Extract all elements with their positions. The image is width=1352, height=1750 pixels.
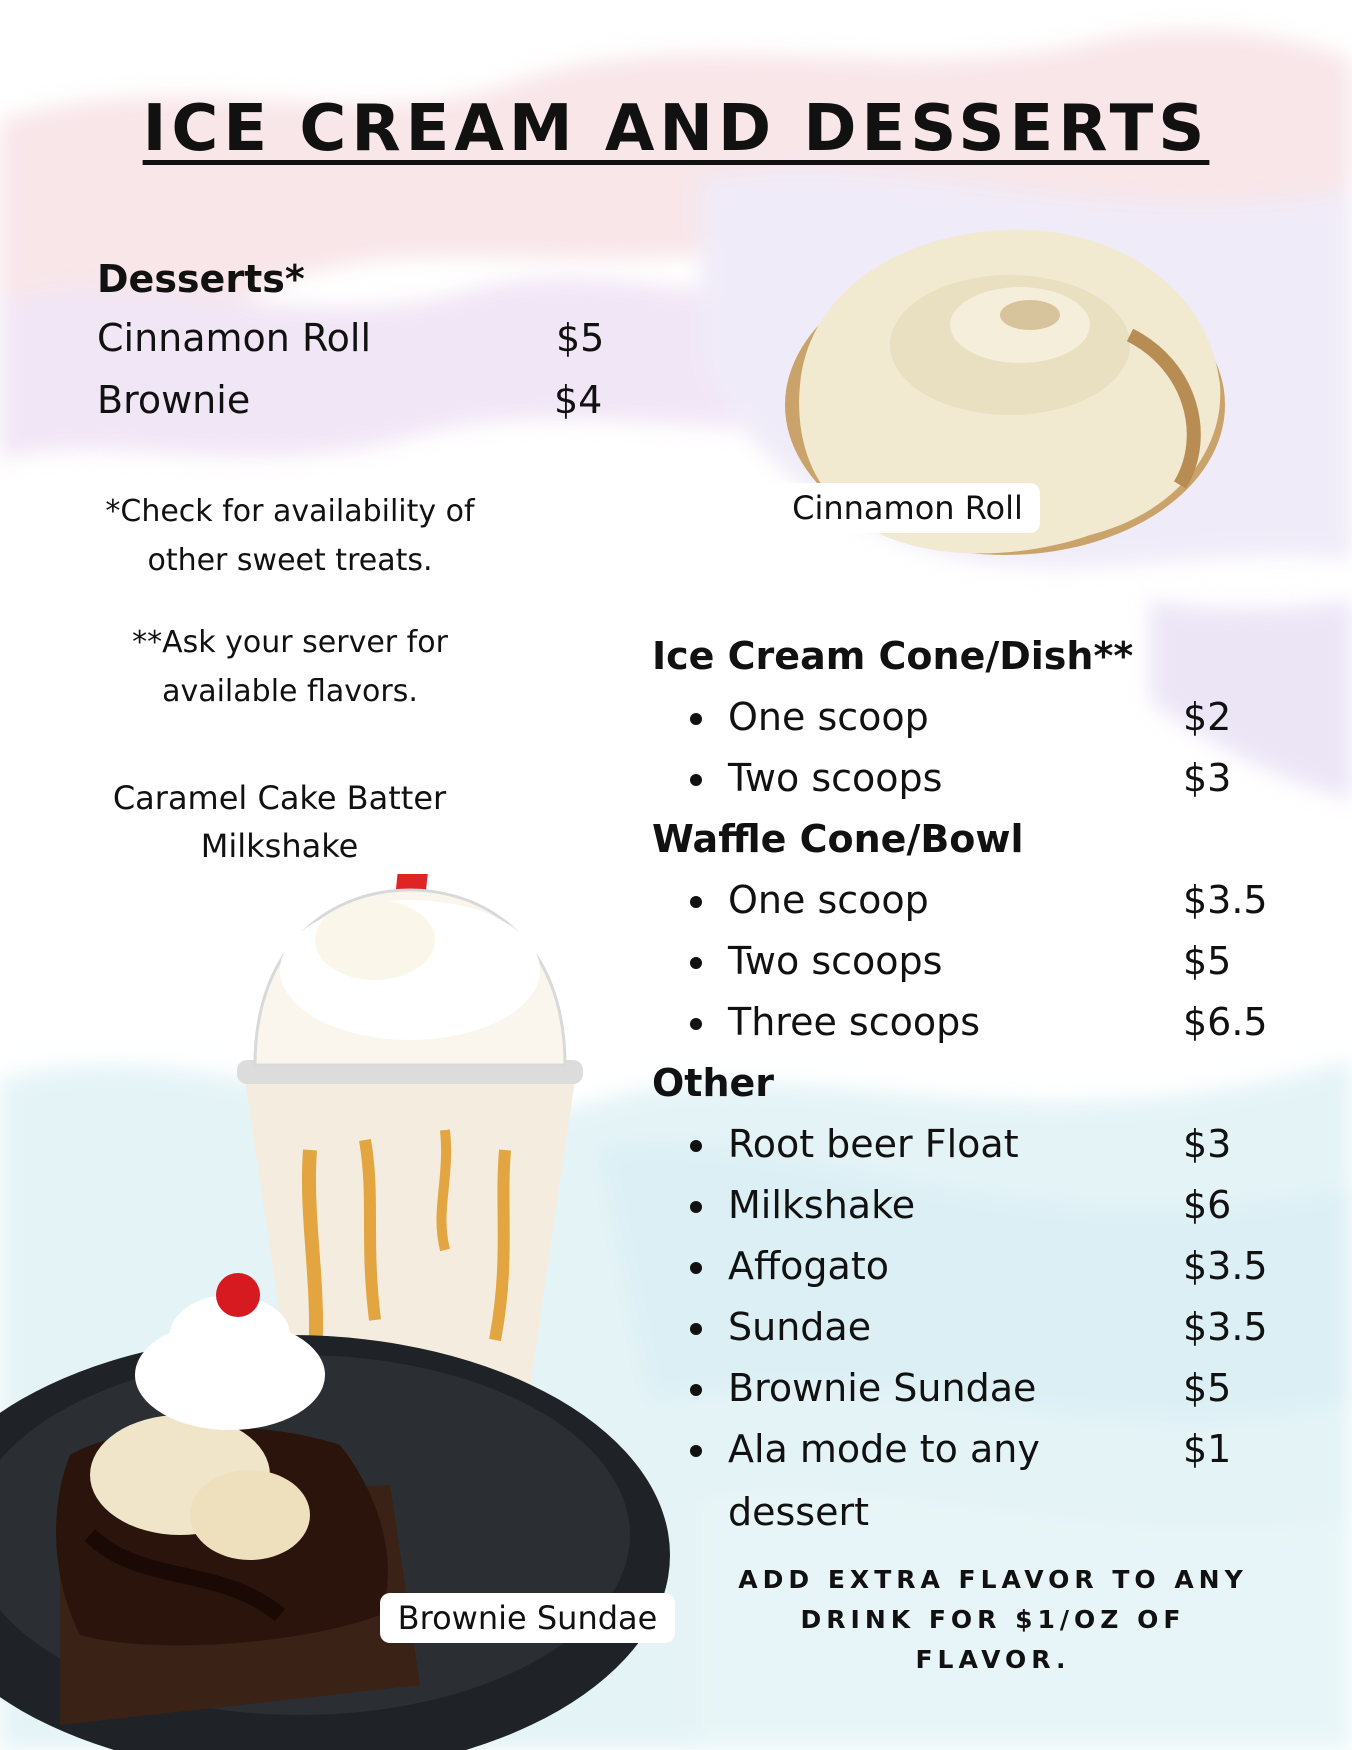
milkshake-label-line: Caramel Cake Batter bbox=[112, 779, 447, 817]
item-name: Sundae bbox=[728, 1305, 872, 1349]
list-item bbox=[728, 1297, 1268, 1358]
item-name: One scoop bbox=[728, 878, 929, 922]
item-price: $3 bbox=[1183, 1122, 1232, 1166]
list-item bbox=[728, 1114, 1232, 1175]
item-price: $3.5 bbox=[1183, 1244, 1268, 1288]
flavors-note-line: **Ask your server for bbox=[132, 625, 448, 660]
list-item bbox=[728, 1358, 1232, 1419]
waffle-list bbox=[728, 870, 1268, 1053]
item-price: $6 bbox=[1183, 1183, 1232, 1227]
dessert-item-price: $4 bbox=[554, 378, 603, 422]
item-price: $3.5 bbox=[1183, 1305, 1268, 1349]
list-item bbox=[728, 1419, 1232, 1480]
item-name: Two scoops bbox=[728, 756, 943, 800]
item-name: Brownie Sundae bbox=[728, 1366, 1037, 1410]
list-item bbox=[728, 687, 1232, 748]
desserts-heading: Desserts* bbox=[97, 257, 305, 301]
item-price: $6.5 bbox=[1183, 1000, 1268, 1044]
waffle-heading: Waffle Cone/Bowl bbox=[652, 817, 1024, 861]
dessert-item-price: $5 bbox=[556, 316, 605, 360]
item-name: Root beer Float bbox=[728, 1122, 1019, 1166]
list-item bbox=[728, 870, 1268, 931]
cone-dish-heading: Ice Cream Cone/Dish** bbox=[652, 634, 1134, 678]
item-continuation: dessert bbox=[728, 1490, 869, 1534]
list-item bbox=[728, 748, 1232, 809]
list-item bbox=[728, 931, 1232, 992]
cone-dish-list bbox=[728, 687, 1232, 809]
dessert-item-name: Brownie bbox=[97, 378, 251, 422]
list-item bbox=[728, 1236, 1268, 1297]
item-name: Two scoops bbox=[728, 939, 943, 983]
item-name: Three scoops bbox=[728, 1000, 981, 1044]
item-price: $1 bbox=[1183, 1427, 1232, 1471]
dessert-item-name: Cinnamon Roll bbox=[97, 316, 372, 360]
extra-flavor-note bbox=[728, 1560, 1258, 1680]
extra-flavor-line: DRINK FOR $1/OZ OF FLAVOR. bbox=[800, 1605, 1186, 1674]
item-price: $3 bbox=[1183, 756, 1232, 800]
item-price: $5 bbox=[1183, 939, 1232, 983]
item-name: Ala mode to any bbox=[728, 1427, 1040, 1471]
list-item bbox=[728, 992, 1268, 1053]
menu-title: ICE CREAM AND DESSERTS bbox=[142, 92, 1210, 166]
other-list bbox=[728, 1114, 1268, 1480]
flavors-note bbox=[90, 618, 490, 716]
item-name: Affogato bbox=[728, 1244, 889, 1288]
cinnamon-roll-label: Cinnamon Roll bbox=[775, 483, 1040, 533]
brownie-sundae-label: Brownie Sundae bbox=[380, 1593, 675, 1643]
availability-note-line: other sweet treats. bbox=[147, 543, 433, 578]
extra-flavor-line: ADD EXTRA FLAVOR TO ANY bbox=[738, 1565, 1248, 1594]
item-name: Milkshake bbox=[728, 1183, 916, 1227]
flavors-note-line: available flavors. bbox=[162, 674, 418, 709]
list-item bbox=[728, 1175, 1232, 1236]
item-price: $3.5 bbox=[1183, 878, 1268, 922]
brownie-sundae-photo bbox=[0, 1255, 680, 1750]
milkshake-label-line: Milkshake bbox=[200, 827, 359, 865]
item-price: $2 bbox=[1183, 695, 1232, 739]
other-heading: Other bbox=[652, 1061, 775, 1105]
item-price: $5 bbox=[1183, 1366, 1232, 1410]
availability-note bbox=[90, 487, 490, 585]
item-name: One scoop bbox=[728, 695, 929, 739]
milkshake-label bbox=[82, 770, 477, 874]
availability-note-line: *Check for availability of bbox=[105, 494, 475, 529]
